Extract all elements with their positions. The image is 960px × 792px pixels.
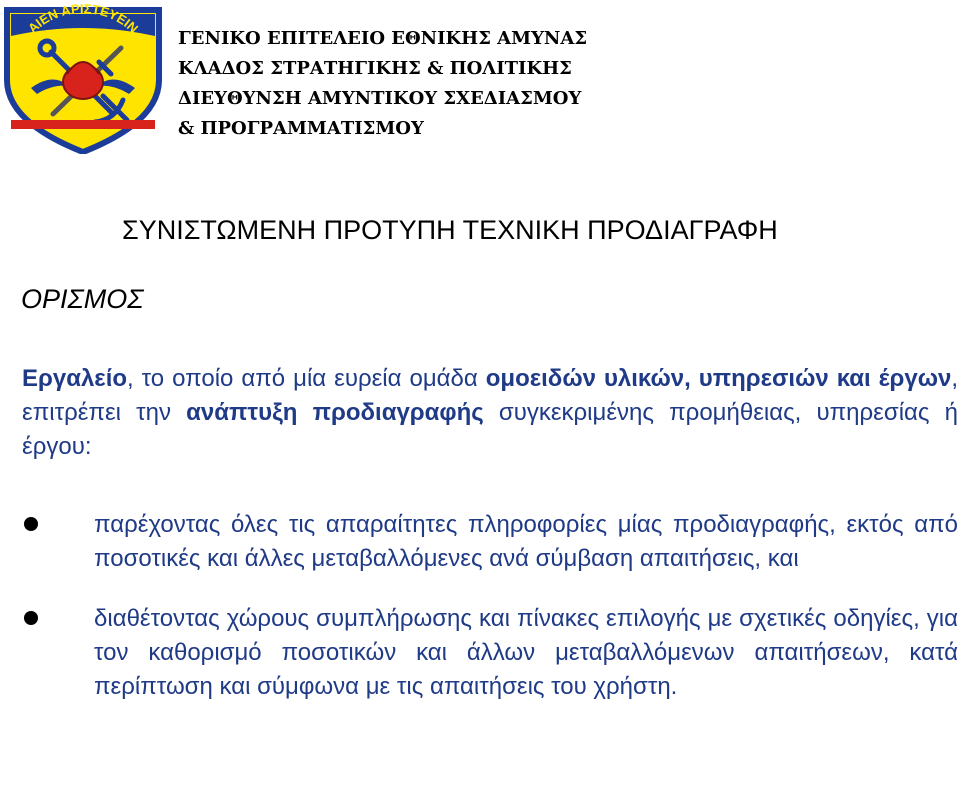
org-line: ΔΙΕΥΘΥΝΣΗ ΑΜΥΝΤΙΚΟΥ ΣΧΕΔΙΑΣΜΟΥ: [178, 88, 582, 109]
org-line: ΚΛΑΔΟΣ ΣΤΡΑΤΗΓΙΚΗΣ & ΠΟΛΙΤΙΚΗΣ: [178, 58, 572, 79]
bullet-icon: [24, 517, 38, 531]
hellenic-armed-forces-emblem: [3, 2, 163, 154]
list-item: [22, 508, 958, 576]
list-item-text: παρέχοντας όλες τις απαραίτητες πληροφορίες μίας προδιαγραφής, εκτός από ποσοτικές και άλλες μεταβαλλόμενες ανά σύμβαση απαιτήσεις, και: [94, 511, 958, 572]
definition-emphasis: ανάπτυξη προδιαγραφής: [186, 399, 484, 426]
emblem-motto: ΑΙΕΝ ΑΡΙΣΤΕΥΕΙΝ: [24, 2, 142, 36]
org-line: ΓΕΝΙΚΟ ΕΠΙΤΕΛΕΙΟ ΕΘΝΙΚΗΣ ΑΜΥΝΑΣ: [178, 28, 588, 49]
definition-text: συγκεκριμένης προμήθειας, υπηρεσίας ή έργου:: [22, 399, 958, 460]
definition-term: Εργαλείο: [22, 365, 128, 392]
org-line: & ΠΡΟΓΡΑΜΜΑΤΙΣΜΟΥ: [178, 118, 424, 139]
document-title: ΣΥΝΙΣΤΩΜΕΝΗ ΠΡΟΤΥΠΗ ΤΕΧΝΙΚΗ ΠΡΟΔΙΑΓΡΑΦΗ: [122, 215, 778, 245]
definition-text: , το οποίο από μία ευρεία ομάδα: [127, 365, 486, 392]
section-heading: ΟΡΙΣΜΟΣ: [21, 284, 144, 314]
list-item: [22, 602, 958, 704]
definition-paragraph: [22, 362, 958, 464]
definition-emphasis: ομοειδών υλικών, υπηρεσιών και έργων: [485, 365, 952, 392]
bullet-icon: [24, 611, 38, 625]
list-item-text: διαθέτοντας χώρους συμπλήρωσης και πίνακες επιλογής με σχετικές οδηγίες, για τον καθορισμό ποσοτικών και άλλων μεταβαλλόμενων απαιτήσεων, κατά περίπτωση και σύμφωνα με τις απαιτήσεις του χρήστη.: [94, 605, 958, 700]
definition-text: , επιτρέπει την: [22, 365, 958, 426]
organization-header: [178, 24, 587, 144]
bullet-list: [22, 508, 958, 730]
